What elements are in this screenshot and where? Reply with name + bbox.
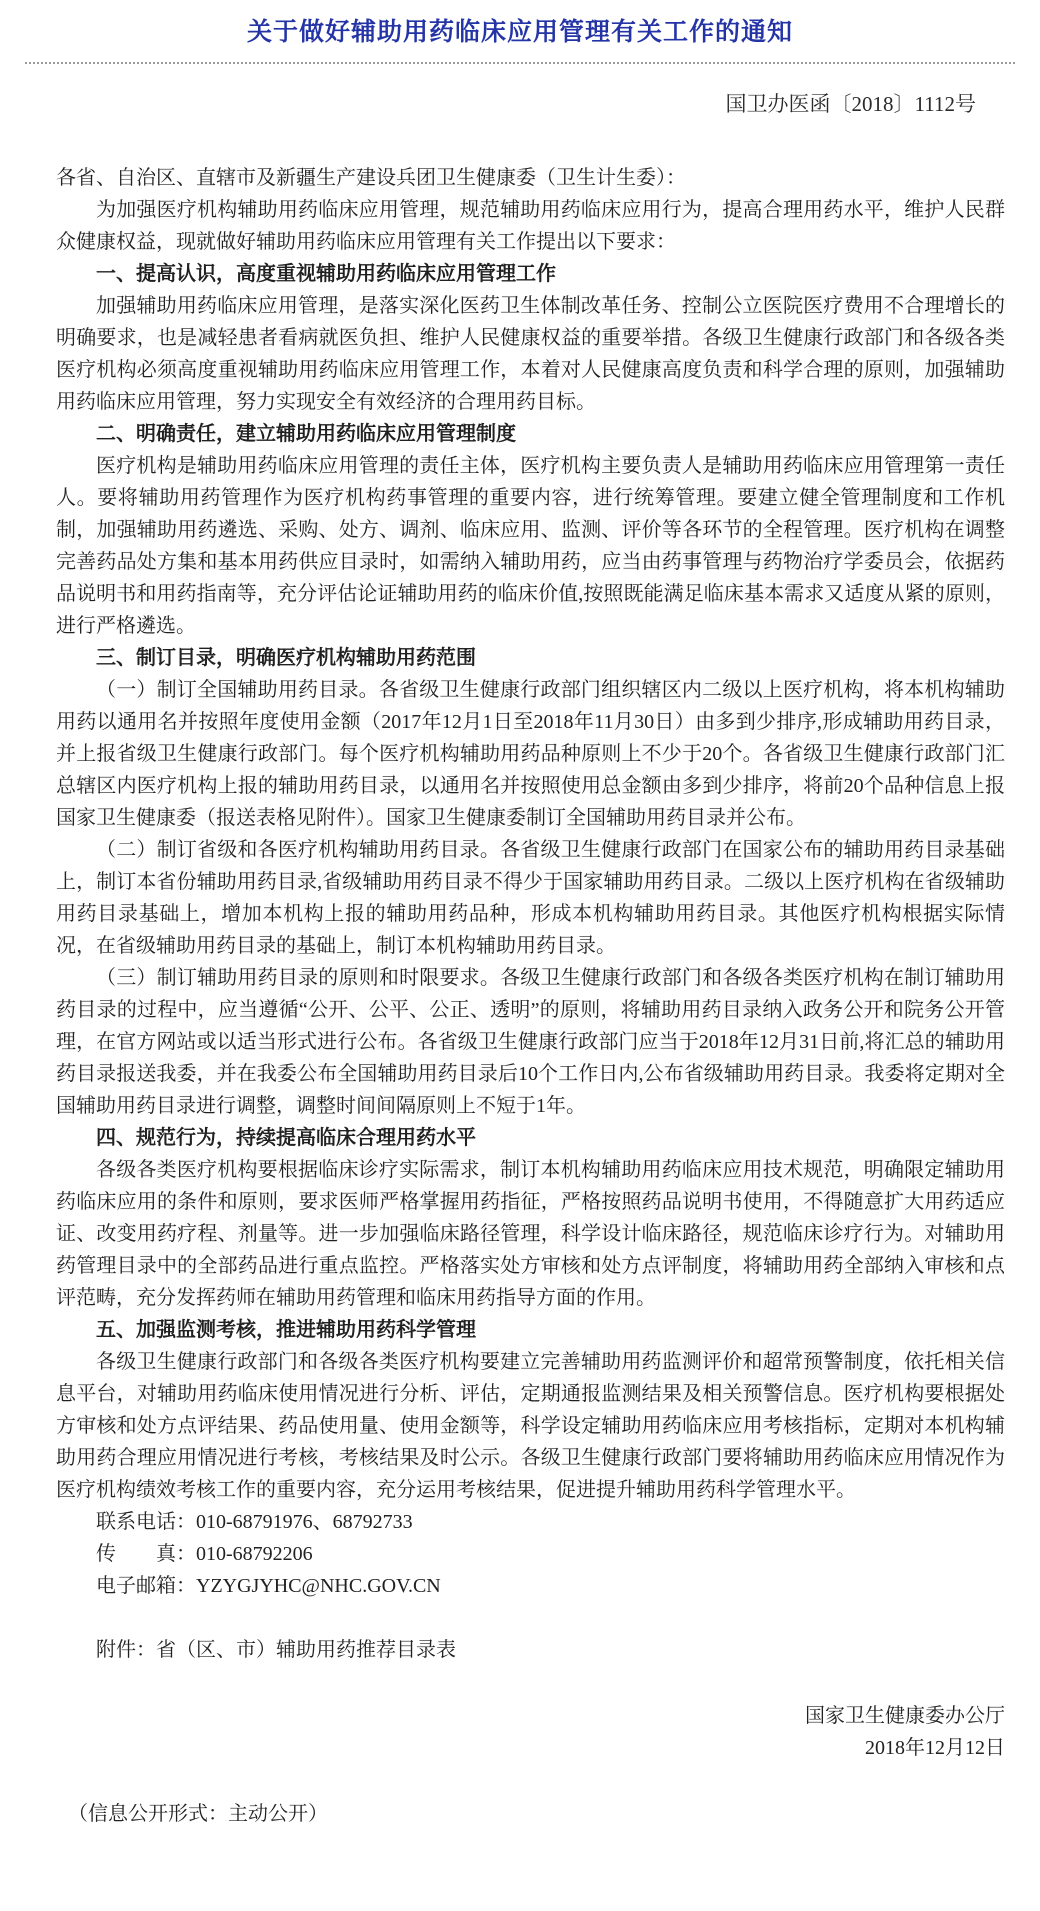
doc-number: 国卫办医函〔2018〕1112号 bbox=[725, 92, 976, 116]
contact-email: 电子邮箱：YZYGJYHC@NHC.GOV.CN bbox=[96, 1575, 441, 1597]
section-5-paragraph: 各级卫生健康行政部门和各级各类医疗机构要建立完善辅助用药监测评价和超常预警制度，依托相关信息平台，对辅助用药临床使用情况进行分析、评估，定期通报监测结果及相关预警信息。医疗机构要根据处方审核和处方点评结果、药品使用量、使用金额等，科学设定辅助用药临床应用考核指标，定期对本机构辅助用药合理应用情况进行考核，考核结果及时公示。各级卫生健康行政部门要将辅助用药临床应用情况作为医疗机构绩效考核工作的重要内容，充分运用考核结果，促进提升辅助用药科学管理水平。 bbox=[56, 1351, 1005, 1501]
section-1-paragraph: 加强辅助用药临床应用管理，是落实深化医药卫生体制改革任务、控制公立医院医疗费用不合理增长的明确要求，也是减轻患者看病就医负担、维护人民健康权益的重要举措。各级卫生健康行政部门和各级各类医疗机构必须高度重视辅助用药临床应用管理工作，本着对人民健康高度负责和科学合理的原则，加强辅助用药临床应用管理，努力实现安全有效经济的合理用药目标。 bbox=[56, 295, 1005, 413]
section-3-item-1: （一）制订全国辅助用药目录。各省级卫生健康行政部门组织辖区内二级以上医疗机构，将本机构辅助用药以通用名并按照年度使用金额（2017年12月1日至2018年11月30日）由多到少排序,形成辅助用药目录，并上报省级卫生健康行政部门。每个医疗机构辅助用药品种原则上不少于20个。各省级卫生健康行政部门汇总辖区内医疗机构上报的辅助用药目录，以通用名并按照使用总金额由多到少排序，将前20个品种信息上报国家卫生健康委（报送表格见附件）。国家卫生健康委制订全国辅助用药目录并公布。 bbox=[56, 679, 1005, 829]
page-title: 关于做好辅助用药临床应用管理有关工作的通知 bbox=[246, 19, 793, 46]
attachment-line: 附件：省（区、市）辅助用药推荐目录表 bbox=[96, 1639, 456, 1661]
issue-date: 2018年12月12日 bbox=[865, 1737, 1005, 1759]
section-3-item-2: （二）制订省级和各医疗机构辅助用药目录。各省级卫生健康行政部门在国家公布的辅助用药目录基础上，制订本省份辅助用药目录,省级辅助用药目录不得少于国家辅助用药目录。二级以上医疗机构在省级辅助用药目录基础上，增加本机构上报的辅助用药品种，形成本机构辅助用药目录。其他医疗机构根据实际情况，在省级辅助用药目录的基础上，制订本机构辅助用药目录。 bbox=[56, 839, 1005, 957]
contact-fax: 传 真：010-68792206 bbox=[96, 1543, 313, 1565]
section-heading-3: 三、制订目录，明确医疗机构辅助用药范围 bbox=[96, 647, 476, 669]
section-heading-2: 二、明确责任，建立辅助用药临床应用管理制度 bbox=[96, 423, 516, 445]
title-divider bbox=[25, 62, 1015, 64]
disclosure-note: （信息公开形式：主动公开） bbox=[68, 1803, 328, 1825]
issuing-office: 国家卫生健康委办公厅 bbox=[805, 1705, 1005, 1727]
section-2-paragraph: 医疗机构是辅助用药临床应用管理的责任主体，医疗机构主要负责人是辅助用药临床应用管理第一责任人。要将辅助用药管理作为医疗机构药事管理的重要内容，进行统筹管理。要建立健全管理制度和工作机制，加强辅助用药遴选、采购、处方、调剂、临床应用、监测、评价等各环节的全程管理。医疗机构在调整完善药品处方集和基本用药供应目录时，如需纳入辅助用药，应当由药事管理与药物治疗学委员会，依据药品说明书和用药指南等，充分评估论证辅助用药的临床价值,按照既能满足临床基本需求又适度从紧的原则，进行严格遴选。 bbox=[56, 455, 1005, 637]
section-heading-1: 一、提高认识，高度重视辅助用药临床应用管理工作 bbox=[96, 263, 556, 285]
section-3-item-3: （三）制订辅助用药目录的原则和时限要求。各级卫生健康行政部门和各级各类医疗机构在制订辅助用药目录的过程中，应当遵循“公开、公平、公正、透明”的原则，将辅助用药目录纳入政务公开和院务公开管理，在官方网站或以适当形式进行公布。各省级卫生健康行政部门应当于2018年12月31日前,将汇总的辅助用药目录报送我委，并在我委公布全国辅助用药目录后10个工作日内,公布省级辅助用药目录。我委将定期对全国辅助用药目录进行调整，调整时间间隔原则上不短于1年。 bbox=[56, 967, 1005, 1117]
salutation-line: 各省、自治区、直辖市及新疆生产建设兵团卫生健康委（卫生计生委）： bbox=[56, 167, 686, 189]
document-body bbox=[56, 162, 1005, 1830]
section-heading-4: 四、规范行为，持续提高临床合理用药水平 bbox=[96, 1127, 476, 1149]
section-heading-5: 五、加强监测考核，推进辅助用药科学管理 bbox=[96, 1319, 476, 1341]
contact-phone: 联系电话：010-68791976、68792733 bbox=[96, 1511, 413, 1533]
section-4-paragraph: 各级各类医疗机构要根据临床诊疗实际需求，制订本机构辅助用药临床应用技术规范，明确限定辅助用药临床应用的条件和原则，要求医师严格掌握用药指征，严格按照药品说明书使用，不得随意扩大用药适应证、改变用药疗程、剂量等。进一步加强临床路径管理，科学设计临床路径，规范临床诊疗行为。对辅助用药管理目录中的全部药品进行重点监控。严格落实处方审核和处方点评制度，将辅助用药全部纳入审核和点评范畴，充分发挥药师在辅助用药管理和临床用药指导方面的作用。 bbox=[56, 1159, 1005, 1309]
intro-paragraph: 为加强医疗机构辅助用药临床应用管理，规范辅助用药临床应用行为，提高合理用药水平，维护人民群众健康权益，现就做好辅助用药临床应用管理有关工作提出以下要求： bbox=[56, 199, 1005, 253]
